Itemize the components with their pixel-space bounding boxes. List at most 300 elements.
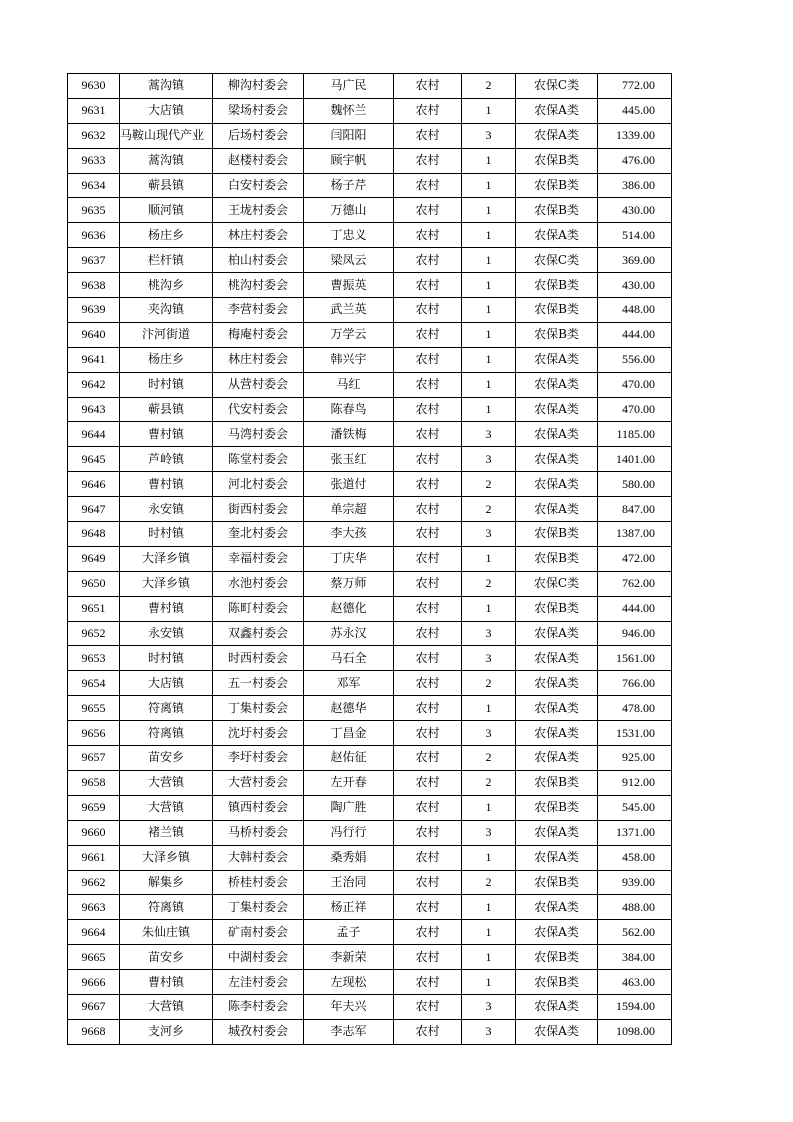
village-committee-cell: 矿南村委会 (213, 920, 304, 945)
people-count-cell: 1 (462, 322, 516, 347)
village-committee-cell: 丁集村委会 (213, 696, 304, 721)
insurance-category-cell: 农保A类 (516, 123, 598, 148)
household-type-cell: 农村 (394, 422, 462, 447)
row-number-cell: 9631 (68, 98, 120, 123)
name-cell: 马广民 (304, 74, 394, 99)
amount-cell: 445.00 (598, 98, 672, 123)
row-number-cell: 9654 (68, 671, 120, 696)
village-committee-cell: 柏山村委会 (213, 248, 304, 273)
row-number-cell: 9632 (68, 123, 120, 148)
name-cell: 万学云 (304, 322, 394, 347)
amount-cell: 1594.00 (598, 994, 672, 1019)
amount-cell: 847.00 (598, 497, 672, 522)
name-cell: 赵德化 (304, 596, 394, 621)
household-type-cell: 农村 (394, 571, 462, 596)
village-committee-cell: 林庄村委会 (213, 223, 304, 248)
household-type-cell: 农村 (394, 472, 462, 497)
household-type-cell: 农村 (394, 994, 462, 1019)
name-cell: 丁庆华 (304, 546, 394, 571)
insurance-category-cell: 农保A类 (516, 820, 598, 845)
insurance-category-cell: 农保C类 (516, 74, 598, 99)
town-cell: 苗安乡 (120, 945, 213, 970)
table-row (68, 1019, 672, 1044)
table-row (68, 497, 672, 522)
amount-cell: 478.00 (598, 696, 672, 721)
amount-cell: 386.00 (598, 173, 672, 198)
row-number-cell: 9667 (68, 994, 120, 1019)
people-count-cell: 1 (462, 372, 516, 397)
table-row (68, 397, 672, 422)
insurance-category-cell: 农保B类 (516, 298, 598, 323)
household-type-cell: 农村 (394, 372, 462, 397)
row-number-cell: 9636 (68, 223, 120, 248)
insurance-category-cell: 农保A类 (516, 497, 598, 522)
people-count-cell: 1 (462, 298, 516, 323)
village-committee-cell: 街西村委会 (213, 497, 304, 522)
name-cell: 年夫兴 (304, 994, 394, 1019)
town-cell: 永安镇 (120, 497, 213, 522)
household-type-cell: 农村 (394, 223, 462, 248)
amount-cell: 545.00 (598, 795, 672, 820)
insurance-category-cell: 农保A类 (516, 696, 598, 721)
people-count-cell: 3 (462, 994, 516, 1019)
beneficiary-table (67, 73, 672, 1045)
household-type-cell: 农村 (394, 820, 462, 845)
table-row (68, 347, 672, 372)
row-number-cell: 9643 (68, 397, 120, 422)
people-count-cell: 2 (462, 770, 516, 795)
village-committee-cell: 幸福村委会 (213, 546, 304, 571)
people-count-cell: 1 (462, 148, 516, 173)
village-committee-cell: 大营村委会 (213, 770, 304, 795)
row-number-cell: 9638 (68, 273, 120, 298)
village-committee-cell: 左洼村委会 (213, 970, 304, 995)
people-count-cell: 1 (462, 596, 516, 621)
amount-cell: 476.00 (598, 148, 672, 173)
people-count-cell: 2 (462, 472, 516, 497)
amount-cell: 384.00 (598, 945, 672, 970)
town-cell: 时村镇 (120, 372, 213, 397)
insurance-category-cell: 农保B类 (516, 870, 598, 895)
town-cell: 曹村镇 (120, 472, 213, 497)
row-number-cell: 9668 (68, 1019, 120, 1044)
insurance-category-cell: 农保C类 (516, 248, 598, 273)
village-committee-cell: 从营村委会 (213, 372, 304, 397)
town-cell: 苗安乡 (120, 746, 213, 771)
people-count-cell: 1 (462, 173, 516, 198)
people-count-cell: 3 (462, 1019, 516, 1044)
amount-cell: 939.00 (598, 870, 672, 895)
insurance-category-cell: 农保B类 (516, 770, 598, 795)
name-cell: 丁昌金 (304, 721, 394, 746)
insurance-category-cell: 农保A类 (516, 994, 598, 1019)
amount-cell: 925.00 (598, 746, 672, 771)
insurance-category-cell: 农保A类 (516, 98, 598, 123)
name-cell: 赵德华 (304, 696, 394, 721)
insurance-category-cell: 农保B类 (516, 795, 598, 820)
village-committee-cell: 丁集村委会 (213, 895, 304, 920)
row-number-cell: 9639 (68, 298, 120, 323)
name-cell: 曹振英 (304, 273, 394, 298)
town-cell: 杨庄乡 (120, 347, 213, 372)
town-cell: 时村镇 (120, 522, 213, 547)
village-committee-cell: 马桥村委会 (213, 820, 304, 845)
insurance-category-cell: 农保B类 (516, 273, 598, 298)
row-number-cell: 9649 (68, 546, 120, 571)
row-number-cell: 9663 (68, 895, 120, 920)
people-count-cell: 1 (462, 273, 516, 298)
town-cell: 杨庄乡 (120, 223, 213, 248)
household-type-cell: 农村 (394, 970, 462, 995)
amount-cell: 772.00 (598, 74, 672, 99)
insurance-category-cell: 农保B类 (516, 970, 598, 995)
row-number-cell: 9630 (68, 74, 120, 99)
row-number-cell: 9647 (68, 497, 120, 522)
amount-cell: 1387.00 (598, 522, 672, 547)
name-cell: 马红 (304, 372, 394, 397)
name-cell: 陶广胜 (304, 795, 394, 820)
amount-cell: 1185.00 (598, 422, 672, 447)
name-cell: 顾宇帆 (304, 148, 394, 173)
table-body (68, 74, 672, 1045)
village-committee-cell: 水池村委会 (213, 571, 304, 596)
table-row (68, 372, 672, 397)
table-row (68, 596, 672, 621)
village-committee-cell: 马湾村委会 (213, 422, 304, 447)
town-cell: 符离镇 (120, 721, 213, 746)
row-number-cell: 9634 (68, 173, 120, 198)
people-count-cell: 3 (462, 820, 516, 845)
people-count-cell: 2 (462, 74, 516, 99)
name-cell: 张玉红 (304, 447, 394, 472)
insurance-category-cell: 农保C类 (516, 571, 598, 596)
town-cell: 芦岭镇 (120, 447, 213, 472)
town-cell: 朱仙庄镇 (120, 920, 213, 945)
table-row (68, 671, 672, 696)
table-row (68, 721, 672, 746)
name-cell: 王治同 (304, 870, 394, 895)
row-number-cell: 9637 (68, 248, 120, 273)
table-row (68, 98, 672, 123)
row-number-cell: 9655 (68, 696, 120, 721)
household-type-cell: 农村 (394, 298, 462, 323)
row-number-cell: 9650 (68, 571, 120, 596)
table-row (68, 571, 672, 596)
table-row (68, 646, 672, 671)
amount-cell: 1531.00 (598, 721, 672, 746)
village-committee-cell: 梅庵村委会 (213, 322, 304, 347)
row-number-cell: 9665 (68, 945, 120, 970)
town-cell: 解集乡 (120, 870, 213, 895)
name-cell: 张道付 (304, 472, 394, 497)
insurance-category-cell: 农保A类 (516, 397, 598, 422)
household-type-cell: 农村 (394, 74, 462, 99)
row-number-cell: 9653 (68, 646, 120, 671)
insurance-category-cell: 农保A类 (516, 223, 598, 248)
table-row (68, 198, 672, 223)
insurance-category-cell: 农保B类 (516, 322, 598, 347)
household-type-cell: 农村 (394, 1019, 462, 1044)
name-cell: 马石全 (304, 646, 394, 671)
people-count-cell: 1 (462, 920, 516, 945)
amount-cell: 1371.00 (598, 820, 672, 845)
name-cell: 韩兴宇 (304, 347, 394, 372)
town-cell: 符离镇 (120, 895, 213, 920)
village-committee-cell: 陈李村委会 (213, 994, 304, 1019)
table-row (68, 522, 672, 547)
table-row (68, 173, 672, 198)
village-committee-cell: 陈堂村委会 (213, 447, 304, 472)
amount-cell: 369.00 (598, 248, 672, 273)
household-type-cell: 农村 (394, 920, 462, 945)
town-cell: 曹村镇 (120, 970, 213, 995)
amount-cell: 514.00 (598, 223, 672, 248)
row-number-cell: 9646 (68, 472, 120, 497)
name-cell: 冯行行 (304, 820, 394, 845)
town-cell: 永安镇 (120, 621, 213, 646)
name-cell: 武兰英 (304, 298, 394, 323)
village-committee-cell: 双鑫村委会 (213, 621, 304, 646)
amount-cell: 946.00 (598, 621, 672, 646)
people-count-cell: 2 (462, 571, 516, 596)
table-row (68, 845, 672, 870)
people-count-cell: 2 (462, 746, 516, 771)
amount-cell: 470.00 (598, 372, 672, 397)
household-type-cell: 农村 (394, 746, 462, 771)
village-committee-cell: 赵楼村委会 (213, 148, 304, 173)
amount-cell: 1561.00 (598, 646, 672, 671)
town-cell: 桃沟乡 (120, 273, 213, 298)
name-cell: 杨正祥 (304, 895, 394, 920)
town-cell: 大营镇 (120, 994, 213, 1019)
table-row (68, 994, 672, 1019)
row-number-cell: 9656 (68, 721, 120, 746)
people-count-cell: 1 (462, 98, 516, 123)
town-cell: 时村镇 (120, 646, 213, 671)
household-type-cell: 农村 (394, 696, 462, 721)
insurance-category-cell: 农保A类 (516, 372, 598, 397)
village-committee-cell: 李圩村委会 (213, 746, 304, 771)
insurance-category-cell: 农保A类 (516, 646, 598, 671)
town-cell: 蒿沟镇 (120, 74, 213, 99)
table-row (68, 945, 672, 970)
table-row (68, 621, 672, 646)
people-count-cell: 2 (462, 497, 516, 522)
insurance-category-cell: 农保B类 (516, 198, 598, 223)
row-number-cell: 9657 (68, 746, 120, 771)
name-cell: 苏永汉 (304, 621, 394, 646)
row-number-cell: 9640 (68, 322, 120, 347)
table-row (68, 820, 672, 845)
insurance-category-cell: 农保B类 (516, 173, 598, 198)
town-cell: 蒿沟镇 (120, 148, 213, 173)
name-cell: 孟子 (304, 920, 394, 945)
town-cell: 大泽乡镇 (120, 546, 213, 571)
people-count-cell: 1 (462, 198, 516, 223)
household-type-cell: 农村 (394, 596, 462, 621)
village-committee-cell: 桃沟村委会 (213, 273, 304, 298)
village-committee-cell: 城孜村委会 (213, 1019, 304, 1044)
table-row (68, 696, 672, 721)
village-committee-cell: 大韩村委会 (213, 845, 304, 870)
insurance-category-cell: 农保A类 (516, 895, 598, 920)
insurance-category-cell: 农保B类 (516, 546, 598, 571)
household-type-cell: 农村 (394, 273, 462, 298)
table-row (68, 298, 672, 323)
table-row (68, 870, 672, 895)
people-count-cell: 1 (462, 795, 516, 820)
table-row (68, 223, 672, 248)
amount-cell: 448.00 (598, 298, 672, 323)
insurance-category-cell: 农保A类 (516, 671, 598, 696)
village-committee-cell: 林庄村委会 (213, 347, 304, 372)
insurance-category-cell: 农保A类 (516, 447, 598, 472)
name-cell: 魏怀兰 (304, 98, 394, 123)
village-committee-cell: 中湖村委会 (213, 945, 304, 970)
village-committee-cell: 柳沟村委会 (213, 74, 304, 99)
name-cell: 赵佑征 (304, 746, 394, 771)
village-committee-cell: 白安村委会 (213, 173, 304, 198)
people-count-cell: 1 (462, 945, 516, 970)
people-count-cell: 3 (462, 447, 516, 472)
insurance-category-cell: 农保A类 (516, 472, 598, 497)
town-cell: 褚兰镇 (120, 820, 213, 845)
table-row (68, 920, 672, 945)
town-cell: 栏杆镇 (120, 248, 213, 273)
town-cell: 曹村镇 (120, 596, 213, 621)
row-number-cell: 9658 (68, 770, 120, 795)
household-type-cell: 农村 (394, 248, 462, 273)
insurance-category-cell: 农保A类 (516, 746, 598, 771)
household-type-cell: 农村 (394, 870, 462, 895)
row-number-cell: 9664 (68, 920, 120, 945)
people-count-cell: 1 (462, 546, 516, 571)
amount-cell: 556.00 (598, 347, 672, 372)
amount-cell: 762.00 (598, 571, 672, 596)
name-cell: 左现松 (304, 970, 394, 995)
amount-cell: 470.00 (598, 397, 672, 422)
amount-cell: 444.00 (598, 322, 672, 347)
town-cell: 大营镇 (120, 770, 213, 795)
village-committee-cell: 李营村委会 (213, 298, 304, 323)
row-number-cell: 9666 (68, 970, 120, 995)
insurance-category-cell: 农保B类 (516, 596, 598, 621)
row-number-cell: 9642 (68, 372, 120, 397)
town-cell: 大泽乡镇 (120, 845, 213, 870)
name-cell: 万德山 (304, 198, 394, 223)
household-type-cell: 农村 (394, 347, 462, 372)
household-type-cell: 农村 (394, 646, 462, 671)
amount-cell: 580.00 (598, 472, 672, 497)
people-count-cell: 2 (462, 671, 516, 696)
household-type-cell: 农村 (394, 198, 462, 223)
row-number-cell: 9661 (68, 845, 120, 870)
amount-cell: 912.00 (598, 770, 672, 795)
household-type-cell: 农村 (394, 845, 462, 870)
table-row (68, 123, 672, 148)
village-committee-cell: 沈圩村委会 (213, 721, 304, 746)
village-committee-cell: 陈町村委会 (213, 596, 304, 621)
household-type-cell: 农村 (394, 447, 462, 472)
table-row (68, 895, 672, 920)
row-number-cell: 9662 (68, 870, 120, 895)
people-count-cell: 1 (462, 696, 516, 721)
village-committee-cell: 梁场村委会 (213, 98, 304, 123)
table-row (68, 770, 672, 795)
village-committee-cell: 代安村委会 (213, 397, 304, 422)
table-row (68, 546, 672, 571)
people-count-cell: 3 (462, 721, 516, 746)
name-cell: 潘铁梅 (304, 422, 394, 447)
town-cell: 马鞍山现代产业 (120, 123, 213, 148)
household-type-cell: 农村 (394, 895, 462, 920)
village-committee-cell: 时西村委会 (213, 646, 304, 671)
people-count-cell: 3 (462, 522, 516, 547)
household-type-cell: 农村 (394, 546, 462, 571)
town-cell: 蕲县镇 (120, 173, 213, 198)
household-type-cell: 农村 (394, 123, 462, 148)
name-cell: 李大孩 (304, 522, 394, 547)
name-cell: 单宗超 (304, 497, 394, 522)
village-committee-cell: 河北村委会 (213, 472, 304, 497)
name-cell: 梁凤云 (304, 248, 394, 273)
name-cell: 桑秀娟 (304, 845, 394, 870)
amount-cell: 766.00 (598, 671, 672, 696)
table-row (68, 472, 672, 497)
amount-cell: 444.00 (598, 596, 672, 621)
name-cell: 陈春鸟 (304, 397, 394, 422)
row-number-cell: 9633 (68, 148, 120, 173)
household-type-cell: 农村 (394, 148, 462, 173)
people-count-cell: 1 (462, 223, 516, 248)
amount-cell: 430.00 (598, 273, 672, 298)
household-type-cell: 农村 (394, 770, 462, 795)
household-type-cell: 农村 (394, 522, 462, 547)
table-row (68, 422, 672, 447)
town-cell: 符离镇 (120, 696, 213, 721)
name-cell: 蔡万师 (304, 571, 394, 596)
household-type-cell: 农村 (394, 621, 462, 646)
household-type-cell: 农村 (394, 721, 462, 746)
amount-cell: 463.00 (598, 970, 672, 995)
household-type-cell: 农村 (394, 173, 462, 198)
name-cell: 闫阳阳 (304, 123, 394, 148)
table-row (68, 447, 672, 472)
row-number-cell: 9641 (68, 347, 120, 372)
people-count-cell: 1 (462, 970, 516, 995)
name-cell: 邓军 (304, 671, 394, 696)
insurance-category-cell: 农保B类 (516, 148, 598, 173)
name-cell: 左开春 (304, 770, 394, 795)
household-type-cell: 农村 (394, 945, 462, 970)
amount-cell: 488.00 (598, 895, 672, 920)
people-count-cell: 3 (462, 422, 516, 447)
amount-cell: 1098.00 (598, 1019, 672, 1044)
household-type-cell: 农村 (394, 795, 462, 820)
insurance-category-cell: 农保A类 (516, 347, 598, 372)
name-cell: 李志军 (304, 1019, 394, 1044)
table-row (68, 970, 672, 995)
row-number-cell: 9651 (68, 596, 120, 621)
village-committee-cell: 后场村委会 (213, 123, 304, 148)
people-count-cell: 3 (462, 123, 516, 148)
people-count-cell: 1 (462, 845, 516, 870)
row-number-cell: 9659 (68, 795, 120, 820)
name-cell: 丁忠义 (304, 223, 394, 248)
town-cell: 大店镇 (120, 98, 213, 123)
table-row (68, 148, 672, 173)
row-number-cell: 9644 (68, 422, 120, 447)
